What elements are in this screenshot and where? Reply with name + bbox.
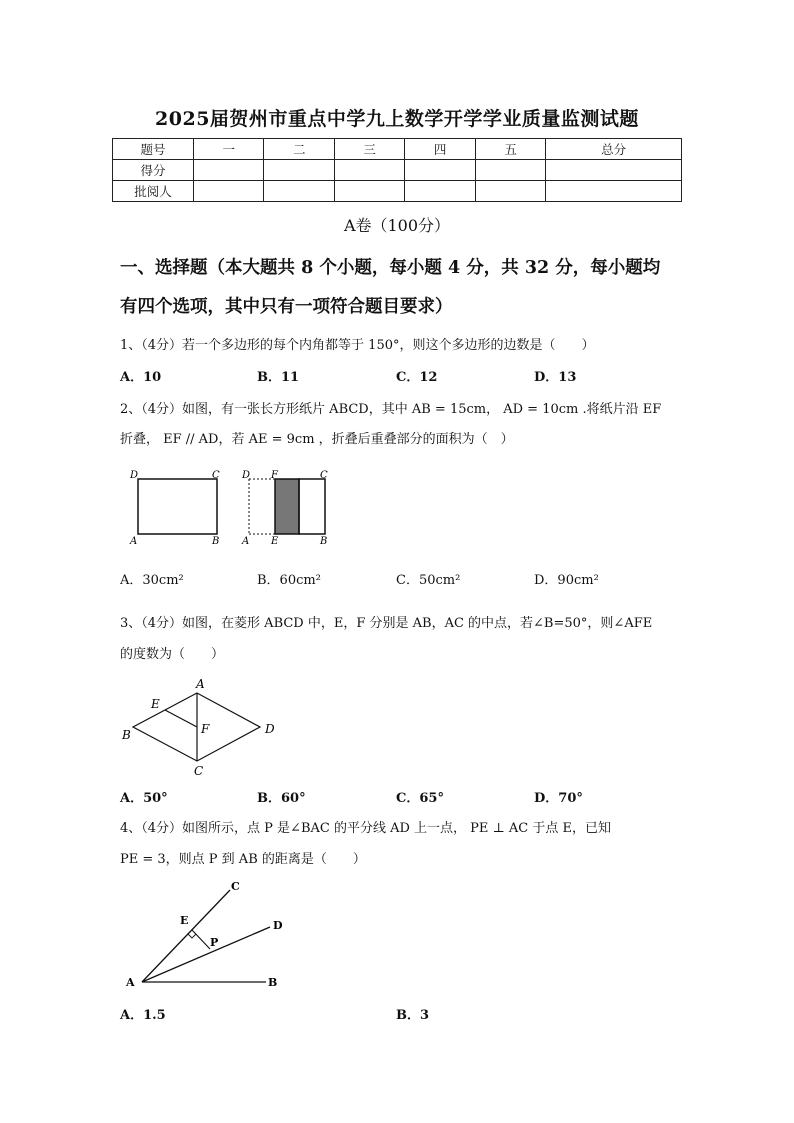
q2-option-a: A．30cm² [120, 573, 184, 588]
fig-label: B [320, 536, 328, 547]
q2-option-d: D．90cm² [534, 573, 599, 588]
header-cell: 四 [405, 139, 475, 160]
q4-line1: 4、（4分）如图所示，点 P 是∠BAC 的平分线 AD 上一点， PE ⊥ AC 于点 E，已知 [120, 821, 611, 836]
q1-option-b: B．11 [257, 370, 300, 385]
q1-option-c: C．12 [396, 370, 438, 385]
segment-pe [192, 930, 210, 949]
fig-label: D [273, 919, 283, 932]
header-cell: 题号 [113, 139, 194, 160]
score-cell [334, 160, 404, 181]
header-cell: 一 [194, 139, 264, 160]
right-angle-mark [188, 934, 196, 938]
fig-label: A [126, 976, 135, 989]
q1-text: 1、（4分）若一个多边形的每个内角都等于 150°，则这个多边形的边数是（ ） [120, 338, 595, 353]
q1-option-d: D．13 [534, 370, 577, 385]
header-cell: 五 [475, 139, 545, 160]
q2-option-c: C．50cm² [396, 573, 461, 588]
segment-ef [165, 710, 197, 727]
header-cell: 二 [264, 139, 334, 160]
ray-ad [142, 927, 270, 982]
q3-line1: 3、（4分）如图，在菱形 ABCD 中，E，F 分别是 AB，AC 的中点，若∠B=50°，则∠AFE [120, 616, 653, 631]
grader-row [113, 181, 682, 202]
score-cell [194, 160, 264, 181]
header-cell: 三 [334, 139, 404, 160]
q2-line1: 2、（4分）如图，有一张长方形纸片 ABCD，其中 AB = 15cm， AD = 10cm .将纸片沿 EF [120, 402, 662, 417]
fig-label: B [122, 728, 131, 742]
fig-label: D [242, 470, 251, 481]
fig-label: B [212, 536, 220, 547]
score-cell [475, 160, 545, 181]
fig-label: C [320, 470, 328, 481]
grader-cell [334, 181, 404, 202]
grader-cell [264, 181, 334, 202]
fig-label: E [271, 536, 279, 547]
folded-rectangle [299, 479, 325, 534]
grader-cell [405, 181, 475, 202]
header-cell: 总分 [546, 139, 682, 160]
fig-label: F [201, 722, 210, 736]
q1-option-a: A．10 [120, 370, 162, 385]
q4-option-b: B．3 [396, 1008, 430, 1023]
fig-label: E [151, 697, 160, 711]
fig-label: E [180, 914, 189, 927]
fig-label: D [130, 470, 139, 481]
part1-heading-line2: 有四个选项，其中只有一项符合题目要求） [120, 297, 453, 317]
score-row [113, 160, 682, 181]
q3-option-d: D．70° [534, 791, 583, 806]
q2-option-b: B．60cm² [257, 573, 321, 588]
q2-line2: 折叠， EF // AD，若 AE = 9cm ，折叠后重叠部分的面积为（ ） [120, 432, 514, 447]
q3-option-a: A．50° [120, 791, 168, 806]
q4-option-a: A．1.5 [120, 1008, 166, 1023]
fig-label: C [212, 470, 220, 481]
score-table [112, 138, 682, 202]
q3-option-b: B．60° [257, 791, 306, 806]
part1-heading-line1: 一、选择题（本大题共 8 个小题，每小题 4 分，共 32 分，每小题均 [120, 258, 661, 278]
overlap-region [275, 479, 299, 534]
fig-label: C [194, 764, 204, 778]
fig-label: A [130, 536, 138, 547]
score-cell [405, 160, 475, 181]
q3-figure [118, 673, 288, 783]
q2-figure [128, 464, 343, 550]
fig-label: A [242, 536, 250, 547]
section-a-title: A卷（100分） [343, 216, 451, 235]
fig-label: C [231, 880, 240, 893]
fig-label: D [265, 722, 275, 736]
row-label: 批阅人 [113, 181, 194, 202]
fig-label: F [271, 470, 278, 481]
grader-cell [475, 181, 545, 202]
q3-option-c: C．65° [396, 791, 444, 806]
grader-cell [546, 181, 682, 202]
score-cell [546, 160, 682, 181]
q4-figure [118, 872, 298, 997]
page-title: 2025届贺州市重点中学九上数学开学学业质量监测试题 [155, 108, 639, 130]
grader-cell [194, 181, 264, 202]
q4-line2: PE = 3，则点 P 到 AB 的距离是（ ） [120, 852, 366, 867]
fig-label: A [196, 677, 205, 691]
rectangle-abcd [138, 479, 217, 534]
fig-label: P [210, 936, 219, 949]
row-label: 得分 [113, 160, 194, 181]
q3-line2: 的度数为（ ） [120, 647, 225, 662]
score-table-header-row [113, 139, 682, 160]
fig-label: B [268, 976, 278, 989]
score-cell [264, 160, 334, 181]
